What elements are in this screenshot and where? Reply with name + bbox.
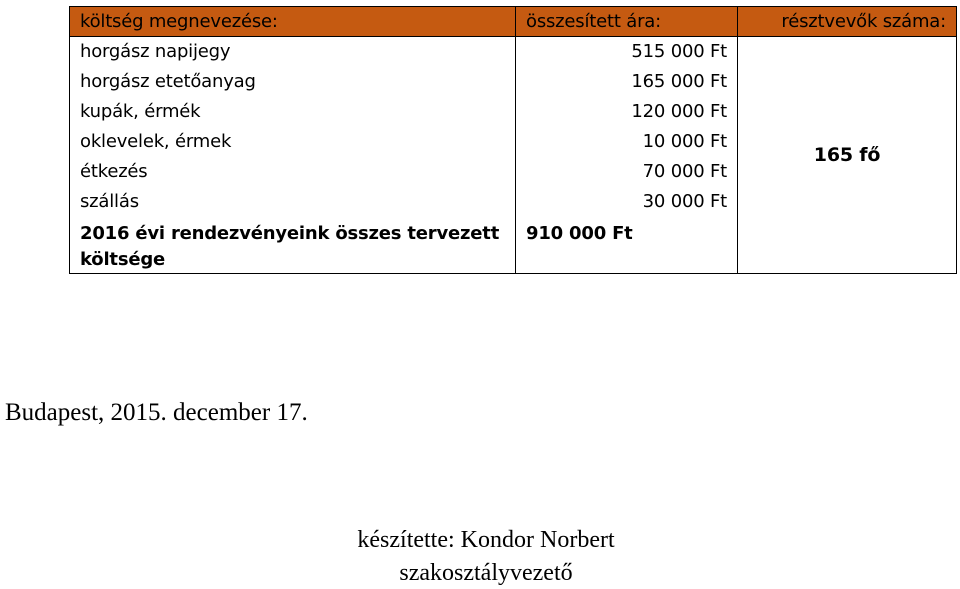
total-label: 2016 évi rendezvényeink összes tervezett költsége: [70, 217, 516, 274]
cost-item-name: horgász napijegy: [70, 37, 516, 68]
total-price: 910 000 Ft: [516, 217, 738, 274]
header-participants: résztvevők száma:: [738, 7, 957, 37]
place-date: Budapest, 2015. december 17.: [5, 399, 308, 426]
header-total-price: összesített ára:: [516, 7, 738, 37]
cost-item-price: 515 000 Ft: [516, 37, 738, 68]
preparer-position: szakosztályvezető: [399, 560, 573, 586]
cost-item-name: étkezés: [70, 157, 516, 187]
cost-item-name: szállás: [70, 187, 516, 217]
header-cost-name: költség megnevezése:: [70, 7, 516, 37]
cost-item-name: oklevelek, érmek: [70, 127, 516, 157]
cost-item-price: 165 000 Ft: [516, 67, 738, 97]
participants-count: 165 fő: [738, 37, 957, 274]
cost-item-name: kupák, érmék: [70, 97, 516, 127]
cost-item-price: 70 000 Ft: [516, 157, 738, 187]
prepared-by: készítette: Kondor Norbert: [357, 527, 615, 553]
table-header-row: [70, 7, 957, 37]
cost-item-name: horgász etetőanyag: [70, 67, 516, 97]
cost-table: [69, 6, 957, 274]
cost-item-price: 10 000 Ft: [516, 127, 738, 157]
table-row: [70, 37, 957, 68]
cost-item-price: 30 000 Ft: [516, 187, 738, 217]
cost-item-price: 120 000 Ft: [516, 97, 738, 127]
